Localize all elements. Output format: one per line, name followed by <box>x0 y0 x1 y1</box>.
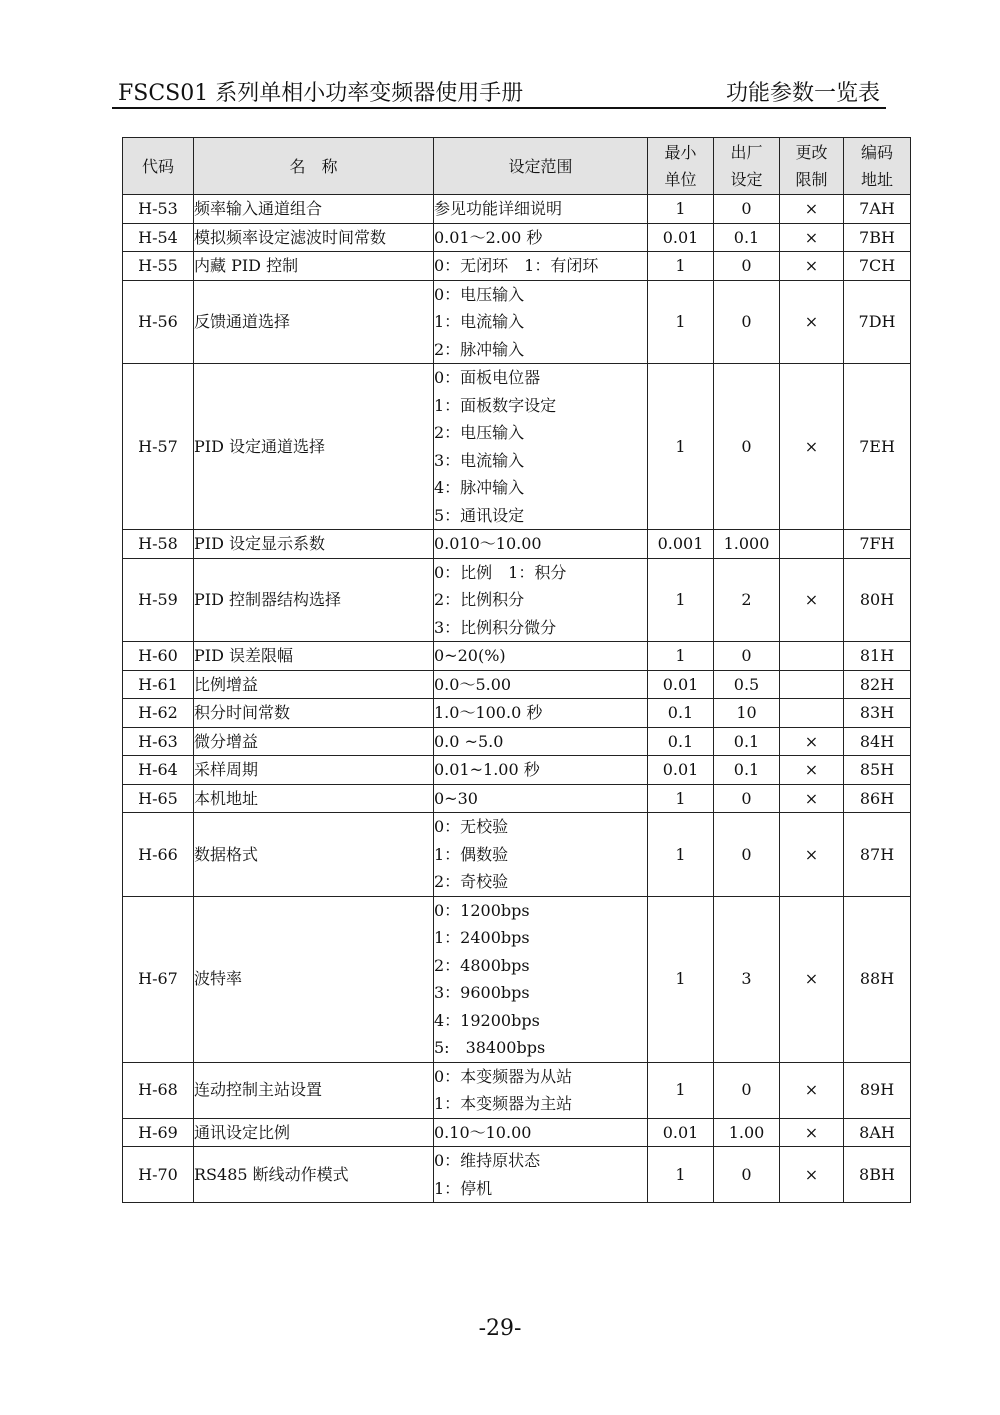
header-addr-line1: 编码 <box>860 142 893 162</box>
range-option: 4：脉冲输入 <box>434 478 525 497</box>
range-option: 0~20(%) <box>434 646 506 665</box>
param-default: 0 <box>714 784 780 813</box>
param-code: H-70 <box>123 1147 194 1203</box>
range-option: 0.01~1.00 秒 <box>434 760 540 779</box>
header-default <box>714 138 780 195</box>
param-address: 8BH <box>844 1147 911 1203</box>
param-min-unit: 0.1 <box>648 699 714 728</box>
param-name: PID 设定显示系数 <box>194 530 434 559</box>
param-range <box>434 1147 648 1203</box>
header-default-line1: 出厂 <box>730 142 763 162</box>
param-range <box>434 784 648 813</box>
param-address: 7EH <box>844 364 911 530</box>
range-option: 参见功能详细说明 <box>434 199 563 218</box>
param-range <box>434 727 648 756</box>
param-change-limit: × <box>780 1147 844 1203</box>
table-row <box>123 756 911 785</box>
param-min-unit: 1 <box>648 784 714 813</box>
param-default: 3 <box>714 896 780 1062</box>
param-min-unit: 0.01 <box>648 670 714 699</box>
param-code: H-68 <box>123 1062 194 1118</box>
table-row <box>123 727 911 756</box>
table-row <box>123 280 911 364</box>
range-option: 2：奇校验 <box>434 872 509 891</box>
param-name: 微分增益 <box>194 727 434 756</box>
table-row <box>123 530 911 559</box>
table-row <box>123 1147 911 1203</box>
page-number: -29- <box>478 1316 522 1341</box>
param-range <box>434 699 648 728</box>
range-option: 1：偶数验 <box>434 844 509 864</box>
param-min-unit: 0.001 <box>648 530 714 559</box>
param-code: H-69 <box>123 1118 194 1147</box>
param-address: 87H <box>844 813 911 897</box>
param-address: 88H <box>844 896 911 1062</box>
param-change-limit <box>780 530 844 559</box>
param-code: H-63 <box>123 727 194 756</box>
header-change-line1: 更改 <box>795 142 828 162</box>
header-rule <box>112 107 886 109</box>
param-code: H-58 <box>123 530 194 559</box>
param-address: 7DH <box>844 280 911 364</box>
header-min-line2: 单位 <box>664 170 697 189</box>
param-code: H-61 <box>123 670 194 699</box>
param-name: PID 设定通道选择 <box>194 364 434 530</box>
param-address: 84H <box>844 727 911 756</box>
table-row <box>123 223 911 252</box>
param-name: PID 误差限幅 <box>194 642 434 671</box>
range-option: 1：停机 <box>434 1178 493 1198</box>
param-address: 7BH <box>844 223 911 252</box>
param-default: 0 <box>714 1062 780 1118</box>
param-name: 比例增益 <box>194 670 434 699</box>
param-default: 0.1 <box>714 756 780 785</box>
param-min-unit: 1 <box>648 642 714 671</box>
param-range <box>434 195 648 224</box>
param-default: 0 <box>714 364 780 530</box>
table-header-row <box>123 138 911 195</box>
table-row <box>123 896 911 1062</box>
param-change-limit: × <box>780 896 844 1062</box>
table-row <box>123 784 911 813</box>
param-address: 82H <box>844 670 911 699</box>
range-option: 0：无校验 <box>434 817 509 836</box>
range-option: 0.010～10.00 <box>434 534 542 553</box>
param-min-unit: 0.01 <box>648 223 714 252</box>
range-option: 0：比例 1：积分 <box>434 562 567 582</box>
param-default: 0.1 <box>714 727 780 756</box>
param-code: H-56 <box>123 280 194 364</box>
parameter-table <box>122 137 911 1203</box>
param-address: 89H <box>844 1062 911 1118</box>
param-range <box>434 813 648 897</box>
param-range <box>434 223 648 252</box>
range-option: 0：面板电位器 <box>434 368 541 387</box>
range-option: 5：通讯设定 <box>434 505 525 525</box>
param-code: H-54 <box>123 223 194 252</box>
header-default-line2: 设定 <box>730 170 763 189</box>
manual-title: FSCS01 系列单相小功率变频器使用手册 <box>118 81 524 106</box>
param-default: 0 <box>714 252 780 281</box>
param-range <box>434 530 648 559</box>
param-default: 0.1 <box>714 223 780 252</box>
range-option: 0.0 ~5.0 <box>434 731 504 751</box>
param-default: 0 <box>714 195 780 224</box>
param-change-limit: × <box>780 1062 844 1118</box>
table-row <box>123 1062 911 1118</box>
range-option: 2：脉冲输入 <box>434 339 525 359</box>
param-range <box>434 670 648 699</box>
header-change-line2: 限制 <box>795 170 828 189</box>
param-min-unit: 1 <box>648 364 714 530</box>
table-row <box>123 699 911 728</box>
param-code: H-64 <box>123 756 194 785</box>
param-min-unit: 1 <box>648 558 714 642</box>
param-name: 数据格式 <box>194 813 434 897</box>
range-option: 1：本变频器为主站 <box>434 1094 573 1113</box>
param-default: 10 <box>714 699 780 728</box>
range-option: 1：2400bps <box>434 928 530 947</box>
range-option: 1：电流输入 <box>434 312 525 331</box>
param-range <box>434 364 648 530</box>
param-default: 0 <box>714 1147 780 1203</box>
header-code: 代码 <box>123 138 194 195</box>
table-row <box>123 558 911 642</box>
param-name: 本机地址 <box>194 784 434 813</box>
table-row <box>123 364 911 530</box>
param-address: 7AH <box>844 195 911 224</box>
header-min-unit <box>648 138 714 195</box>
param-min-unit: 0.01 <box>648 1118 714 1147</box>
header-address <box>844 138 911 195</box>
param-change-limit <box>780 642 844 671</box>
param-name: 频率输入通道组合 <box>194 195 434 224</box>
param-default: 0.5 <box>714 670 780 699</box>
param-address: 83H <box>844 699 911 728</box>
header-name: 名 称 <box>194 138 434 195</box>
param-min-unit: 1 <box>648 195 714 224</box>
param-code: H-67 <box>123 896 194 1062</box>
param-min-unit: 1 <box>648 813 714 897</box>
table-row <box>123 1118 911 1147</box>
table-row <box>123 252 911 281</box>
range-option: 1：面板数字设定 <box>434 395 557 415</box>
param-name: 积分时间常数 <box>194 699 434 728</box>
param-code: H-65 <box>123 784 194 813</box>
param-code: H-62 <box>123 699 194 728</box>
table-body <box>123 195 911 1203</box>
header-min-line1: 最小 <box>664 142 697 162</box>
param-code: H-57 <box>123 364 194 530</box>
param-range <box>434 896 648 1062</box>
param-min-unit: 1 <box>648 1147 714 1203</box>
param-range <box>434 252 648 281</box>
range-option: 0：1200bps <box>434 900 530 920</box>
param-name: 连动控制主站设置 <box>194 1062 434 1118</box>
range-option: 3：比例积分微分 <box>434 617 557 637</box>
param-address: 7FH <box>844 530 911 559</box>
range-option: 0.0～5.00 <box>434 674 512 694</box>
range-option: 0：电压输入 <box>434 284 525 304</box>
param-default: 1.00 <box>714 1118 780 1147</box>
param-code: H-66 <box>123 813 194 897</box>
param-name: 反馈通道选择 <box>194 280 434 364</box>
header-change-limit <box>780 138 844 195</box>
param-address: 85H <box>844 756 911 785</box>
range-option: 3：9600bps <box>434 983 530 1002</box>
param-range <box>434 756 648 785</box>
param-name: 通讯设定比例 <box>194 1118 434 1147</box>
table-row <box>123 195 911 224</box>
param-name: RS485 断线动作模式 <box>194 1147 434 1203</box>
param-name: PID 控制器结构选择 <box>194 558 434 642</box>
param-min-unit: 1 <box>648 1062 714 1118</box>
param-range <box>434 642 648 671</box>
param-address: 80H <box>844 558 911 642</box>
param-change-limit: × <box>780 1118 844 1147</box>
param-change-limit: × <box>780 558 844 642</box>
section-title: 功能参数一览表 <box>725 81 880 106</box>
header-addr-line2: 地址 <box>860 170 893 189</box>
table-row <box>123 670 911 699</box>
param-min-unit: 1 <box>648 896 714 1062</box>
param-code: H-59 <box>123 558 194 642</box>
range-option: 0~30 <box>434 788 478 808</box>
param-change-limit: × <box>780 252 844 281</box>
param-code: H-60 <box>123 642 194 671</box>
param-min-unit: 0.01 <box>648 756 714 785</box>
param-range <box>434 1118 648 1147</box>
range-option: 4：19200bps <box>434 1010 540 1030</box>
param-change-limit <box>780 670 844 699</box>
param-address: 81H <box>844 642 911 671</box>
param-default: 0 <box>714 280 780 364</box>
range-option: 0：本变频器为从站 <box>434 1066 573 1086</box>
param-name: 模拟频率设定滤波时间常数 <box>194 223 434 252</box>
range-option: 0：无闭环 1：有闭环 <box>434 256 599 275</box>
param-default: 0 <box>714 813 780 897</box>
range-option: 5: 38400bps <box>434 1038 546 1057</box>
param-change-limit: × <box>780 727 844 756</box>
range-option: 0：维持原状态 <box>434 1151 541 1170</box>
range-option: 2：电压输入 <box>434 423 525 442</box>
param-code: H-55 <box>123 252 194 281</box>
range-option: 0.01～2.00 秒 <box>434 227 543 247</box>
range-option: 2：4800bps <box>434 955 530 975</box>
param-name: 波特率 <box>194 896 434 1062</box>
range-option: 2：比例积分 <box>434 590 525 609</box>
param-change-limit: × <box>780 813 844 897</box>
param-range <box>434 1062 648 1118</box>
page-header <box>112 72 886 108</box>
param-change-limit: × <box>780 756 844 785</box>
param-code: H-53 <box>123 195 194 224</box>
table-row <box>123 642 911 671</box>
param-change-limit: × <box>780 280 844 364</box>
param-name: 采样周期 <box>194 756 434 785</box>
param-change-limit: × <box>780 784 844 813</box>
param-min-unit: 1 <box>648 252 714 281</box>
param-range <box>434 558 648 642</box>
range-option: 1.0～100.0 秒 <box>434 703 543 722</box>
range-option: 0.10～10.00 <box>434 1122 532 1142</box>
param-range <box>434 280 648 364</box>
param-address: 8AH <box>844 1118 911 1147</box>
header-range: 设定范围 <box>434 138 648 195</box>
param-address: 7CH <box>844 252 911 281</box>
param-change-limit: × <box>780 364 844 530</box>
param-change-limit: × <box>780 223 844 252</box>
param-default: 1.000 <box>714 530 780 559</box>
param-change-limit <box>780 699 844 728</box>
param-min-unit: 1 <box>648 280 714 364</box>
param-change-limit: × <box>780 195 844 224</box>
param-name: 内藏 PID 控制 <box>194 252 434 281</box>
range-option: 3：电流输入 <box>434 450 525 470</box>
param-default: 2 <box>714 558 780 642</box>
table-row <box>123 813 911 897</box>
param-default: 0 <box>714 642 780 671</box>
param-address: 86H <box>844 784 911 813</box>
param-min-unit: 0.1 <box>648 727 714 756</box>
